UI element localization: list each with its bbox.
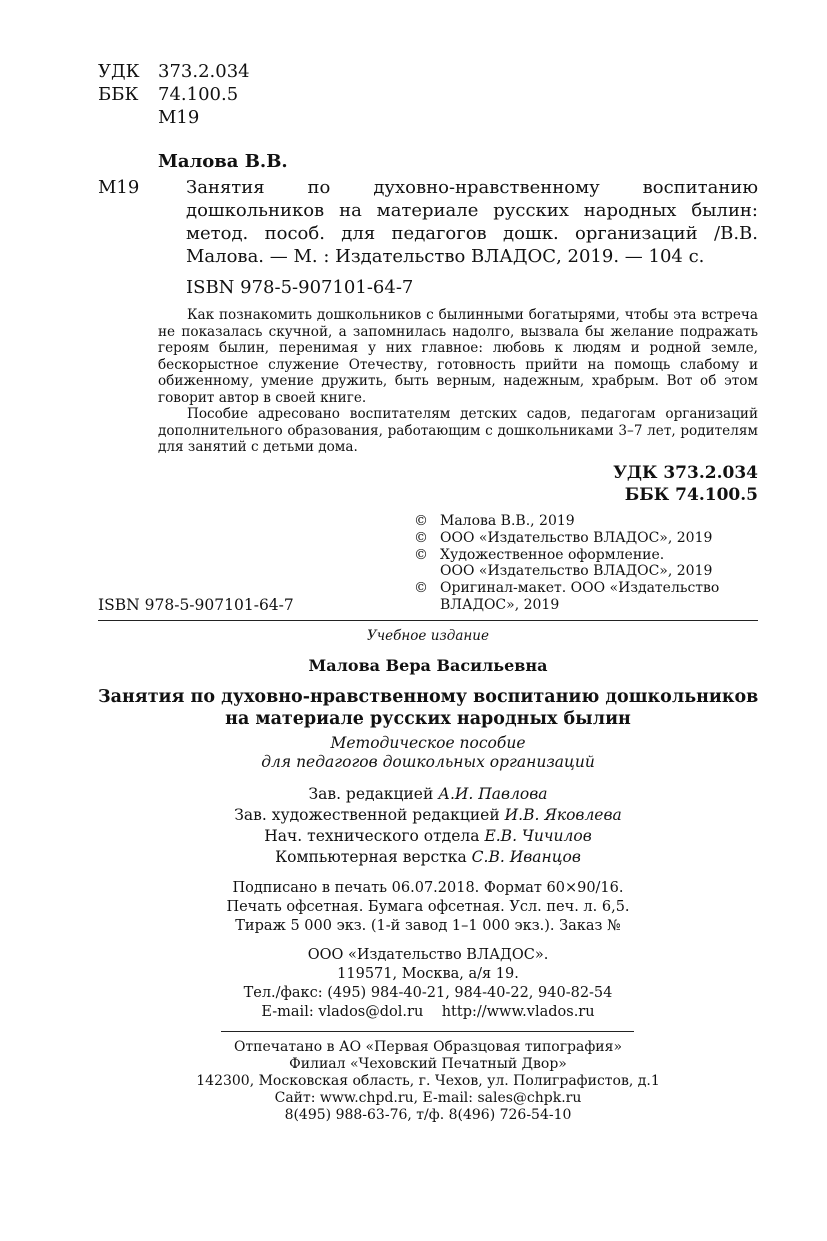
staff-role: Нач. технического отдела bbox=[264, 827, 480, 845]
copyright-line: Малова В.В., 2019 bbox=[440, 513, 575, 529]
bbk-bottom: ББК 74.100.5 bbox=[624, 485, 758, 505]
divider bbox=[98, 620, 758, 621]
staff-role: Компьютерная верстка bbox=[275, 848, 467, 866]
publisher-line: Тел./факс: (495) 984-40-21, 984-40-22, 940-82-54 bbox=[243, 985, 613, 1001]
bbk-label: ББК bbox=[98, 84, 139, 105]
copyright-line: Оригинал-макет. ООО «Издательство bbox=[440, 580, 720, 596]
bibliography-isbn: ISBN 978-5-907101-64-7 bbox=[186, 277, 414, 298]
copyright-line: Художественное оформление. bbox=[440, 547, 665, 563]
staff-entry bbox=[98, 827, 758, 846]
bibliography-sign: М19 bbox=[98, 177, 140, 198]
copyright-line: ООО «Издательство ВЛАДОС», 2019 bbox=[440, 530, 713, 546]
copyright-symbol: © bbox=[414, 547, 428, 563]
print-info-line: Тираж 5 000 экз. (1-й завод 1–1 000 экз.). Заказ № bbox=[235, 918, 621, 934]
udk-value: 373.2.034 bbox=[158, 61, 250, 82]
udk-bottom: УДК 373.2.034 bbox=[613, 463, 758, 483]
annotation bbox=[158, 307, 758, 456]
printer-line: 8(495) 988-63-76, т/ф. 8(496) 726-54-10 bbox=[284, 1107, 572, 1123]
annotation-paragraph: Пособие адресовано воспитателям детских садов, педагогам организаций дополнительного образования, работающим с дошкольниками 3–7 лет, родителям для занятий с детьми дома. bbox=[158, 406, 758, 455]
copyright-symbol: © bbox=[414, 513, 428, 529]
isbn-bottom: ISBN 978-5-907101-64-7 bbox=[98, 596, 294, 614]
udk-label: УДК bbox=[98, 61, 140, 82]
annotation-paragraph: Как познакомить дошкольников с былинными богатырями, чтобы эта встреча не показалась скучной, а запомнилась надолго, вызвала бы желание подражать героям былин, перенимая у них главное: любовь к людям и родной земле, бескорыстное служение Отечеству, готовность прийти на помощь слабому и обиженному, умение дружить, быть верным, надежным, храбрым. Вот об этом говорит автор в своей книге. bbox=[158, 307, 758, 406]
print-info-line: Печать офсетная. Бумага офсетная. Усл. печ. л. 6,5. bbox=[226, 899, 630, 915]
staff-entry bbox=[98, 806, 758, 825]
book-title-line: Занятия по духовно-нравственному воспитанию дошкольников bbox=[98, 687, 759, 707]
publisher-line: 119571, Москва, а/я 19. bbox=[337, 966, 519, 982]
bbk-code bbox=[98, 83, 238, 106]
divider bbox=[221, 1031, 634, 1032]
book-subtitle-line: для педагогов дошкольных организаций bbox=[261, 753, 595, 771]
udk-code bbox=[98, 60, 250, 83]
book-subtitle-line: Методическое пособие bbox=[330, 734, 526, 752]
printer-line: Отпечатано в АО «Первая Образцовая типография» bbox=[233, 1039, 623, 1055]
staff-entry bbox=[98, 785, 758, 804]
printer-line: Филиал «Чеховский Печатный Двор» bbox=[289, 1056, 567, 1072]
copyright-line: ВЛАДОС», 2019 bbox=[440, 597, 560, 613]
author-sign: М19 bbox=[158, 107, 200, 128]
publisher-line: E-mail: vlados@dol.ru http://www.vlados.ru bbox=[261, 1004, 595, 1020]
author-full-name: Малова Вера Васильевна bbox=[308, 656, 548, 675]
copyright-symbol: © bbox=[414, 580, 428, 596]
printer-line: Сайт: www.chpd.ru, E-mail: sales@chpk.ru bbox=[274, 1090, 582, 1106]
bbk-value: 74.100.5 bbox=[158, 84, 239, 105]
staff-name: С.В. Иванцов bbox=[471, 848, 581, 866]
edition-type: Учебное издание bbox=[367, 628, 489, 644]
staff-name: А.И. Павлова bbox=[438, 785, 548, 803]
printer-line: 142300, Московская область, г. Чехов, ул. Полиграфистов, д.1 bbox=[196, 1073, 660, 1089]
book-title-line: на материале русских народных былин bbox=[225, 709, 631, 729]
publisher-line: ООО «Издательство ВЛАДОС». bbox=[307, 947, 549, 963]
staff-name: И.В. Яковлева bbox=[504, 806, 622, 824]
copyright-line: ООО «Издательство ВЛАДОС», 2019 bbox=[440, 563, 713, 579]
copyright-symbol: © bbox=[414, 530, 428, 546]
bibliography-description: Занятия по духовно-нравственному воспитанию дошкольников на материале русских народных былин: метод. пособ. для педагогов дошк. организаций /В.В. Малова. — М. : Издательство ВЛАДОС, 2019. — 104 с. bbox=[186, 177, 758, 267]
staff-name: Е.В. Чичилов bbox=[484, 827, 592, 845]
print-info-line: Подписано в печать 06.07.2018. Формат 60×90/16. bbox=[232, 880, 624, 896]
bibliography-author: Малова В.В. bbox=[158, 151, 288, 172]
staff-role: Зав. художественной редакцией bbox=[234, 806, 500, 824]
staff-role: Зав. редакцией bbox=[308, 785, 434, 803]
staff-entry bbox=[98, 848, 758, 867]
